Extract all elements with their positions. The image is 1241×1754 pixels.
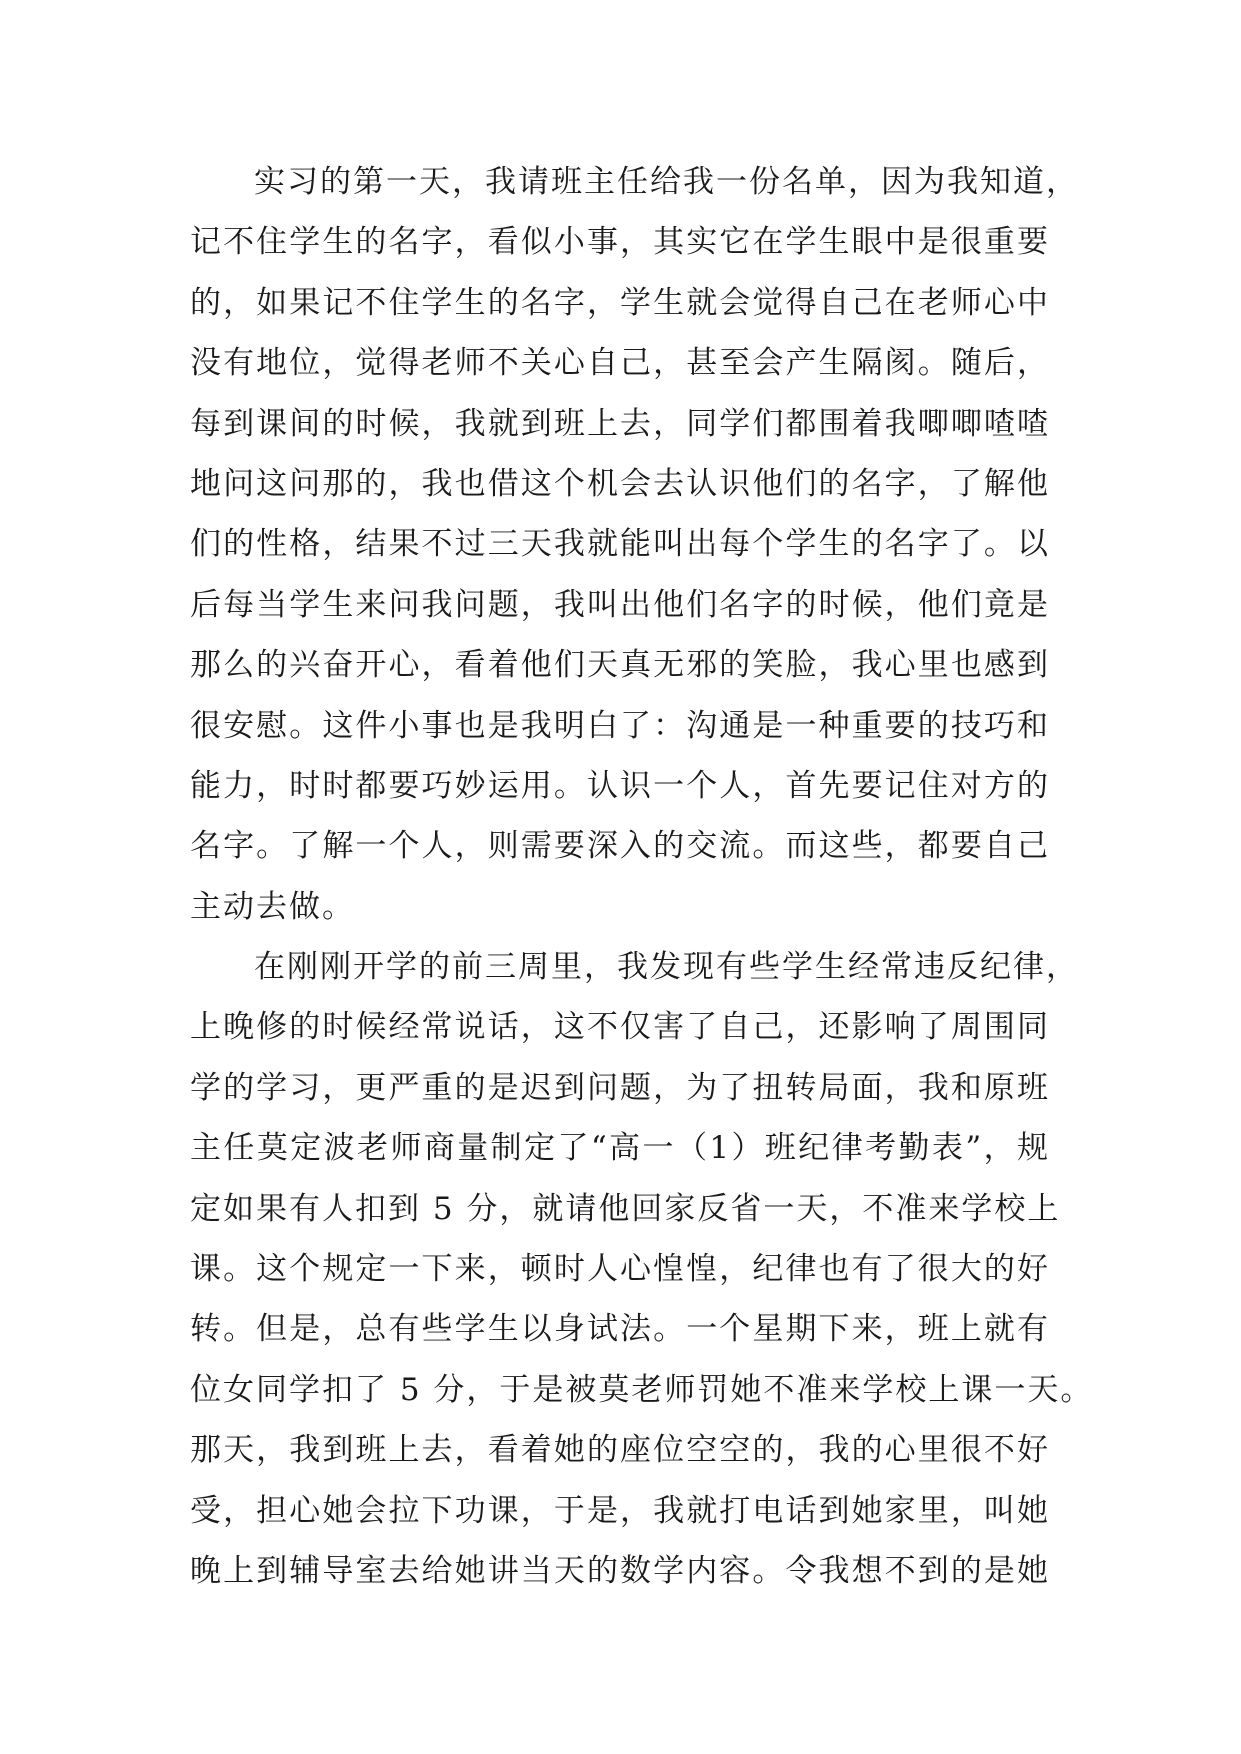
text-line: 课。这个规定一下来，顿时人心惶惶，纪律也有了很大的好	[190, 1251, 1050, 1288]
text-line: 转。但是，总有些学生以身试法。一个星期下来，班上就有	[190, 1311, 1050, 1348]
text-line: 在刚刚开学的前三周里，我发现有些学生经常违反纪律，	[254, 949, 1079, 986]
text-line: 主任莫定波老师商量制定了“高一（1）班纪律考勤表”，规	[190, 1130, 1050, 1167]
text-line: 位女同学扣了 5 分，于是被莫老师罚她不准来学校上课一天。	[190, 1371, 1094, 1408]
text-line: 的，如果记不住学生的名字，学生就会觉得自己在老师心中	[190, 284, 1050, 321]
text-line: 受，担心她会拉下功课，于是，我就打电话到她家里，叫她	[190, 1492, 1050, 1529]
text-line: 没有地位，觉得老师不关心自己，甚至会产生隔阂。随后，	[190, 345, 1050, 382]
text-line: 实习的第一天，我请班主任给我一份名单，因为我知道，	[254, 164, 1079, 200]
text-line: 上晚修的时候经常说话，这不仅害了自己，还影响了周围同	[190, 1009, 1050, 1046]
body-text	[190, 152, 1094, 1601]
text-line: 那么的兴奋开心，看着他们天真无邪的笑脸，我心里也感到	[190, 647, 1050, 684]
text-line: 晚上到辅导室去给她讲当天的数学内容。令我想不到的是她	[190, 1552, 1050, 1589]
text-line: 记不住学生的名字，看似小事，其实它在学生眼中是很重要	[190, 224, 1050, 261]
text-line: 学的学习，更严重的是迟到问题，为了扭转局面，我和原班	[190, 1069, 1050, 1106]
text-line: 定如果有人扣到 5 分，就请他回家反省一天，不准来学校上	[190, 1190, 1061, 1227]
text-line: 地问这问那的，我也借这个机会去认识他们的名字，了解他	[190, 465, 1050, 502]
text-line: 名字。了解一个人，则需要深入的交流。而这些，都要自己	[190, 828, 1050, 865]
text-line: 后每当学生来问我问题，我叫出他们名字的时候，他们竟是	[190, 586, 1050, 623]
text-line: 们的性格，结果不过三天我就能叫出每个学生的名字了。以	[190, 526, 1050, 563]
text-line: 主动去做。	[190, 888, 355, 925]
text-line: 每到课间的时候，我就到班上去，同学们都围着我唧唧喳喳	[190, 405, 1050, 442]
text-line: 那天，我到班上去，看着她的座位空空的，我的心里很不好	[190, 1432, 1050, 1469]
text-line: 能力，时时都要巧妙运用。认识一个人，首先要记住对方的	[190, 767, 1050, 804]
text-line: 很安慰。这件小事也是我明白了：沟通是一种重要的技巧和	[190, 707, 1050, 744]
